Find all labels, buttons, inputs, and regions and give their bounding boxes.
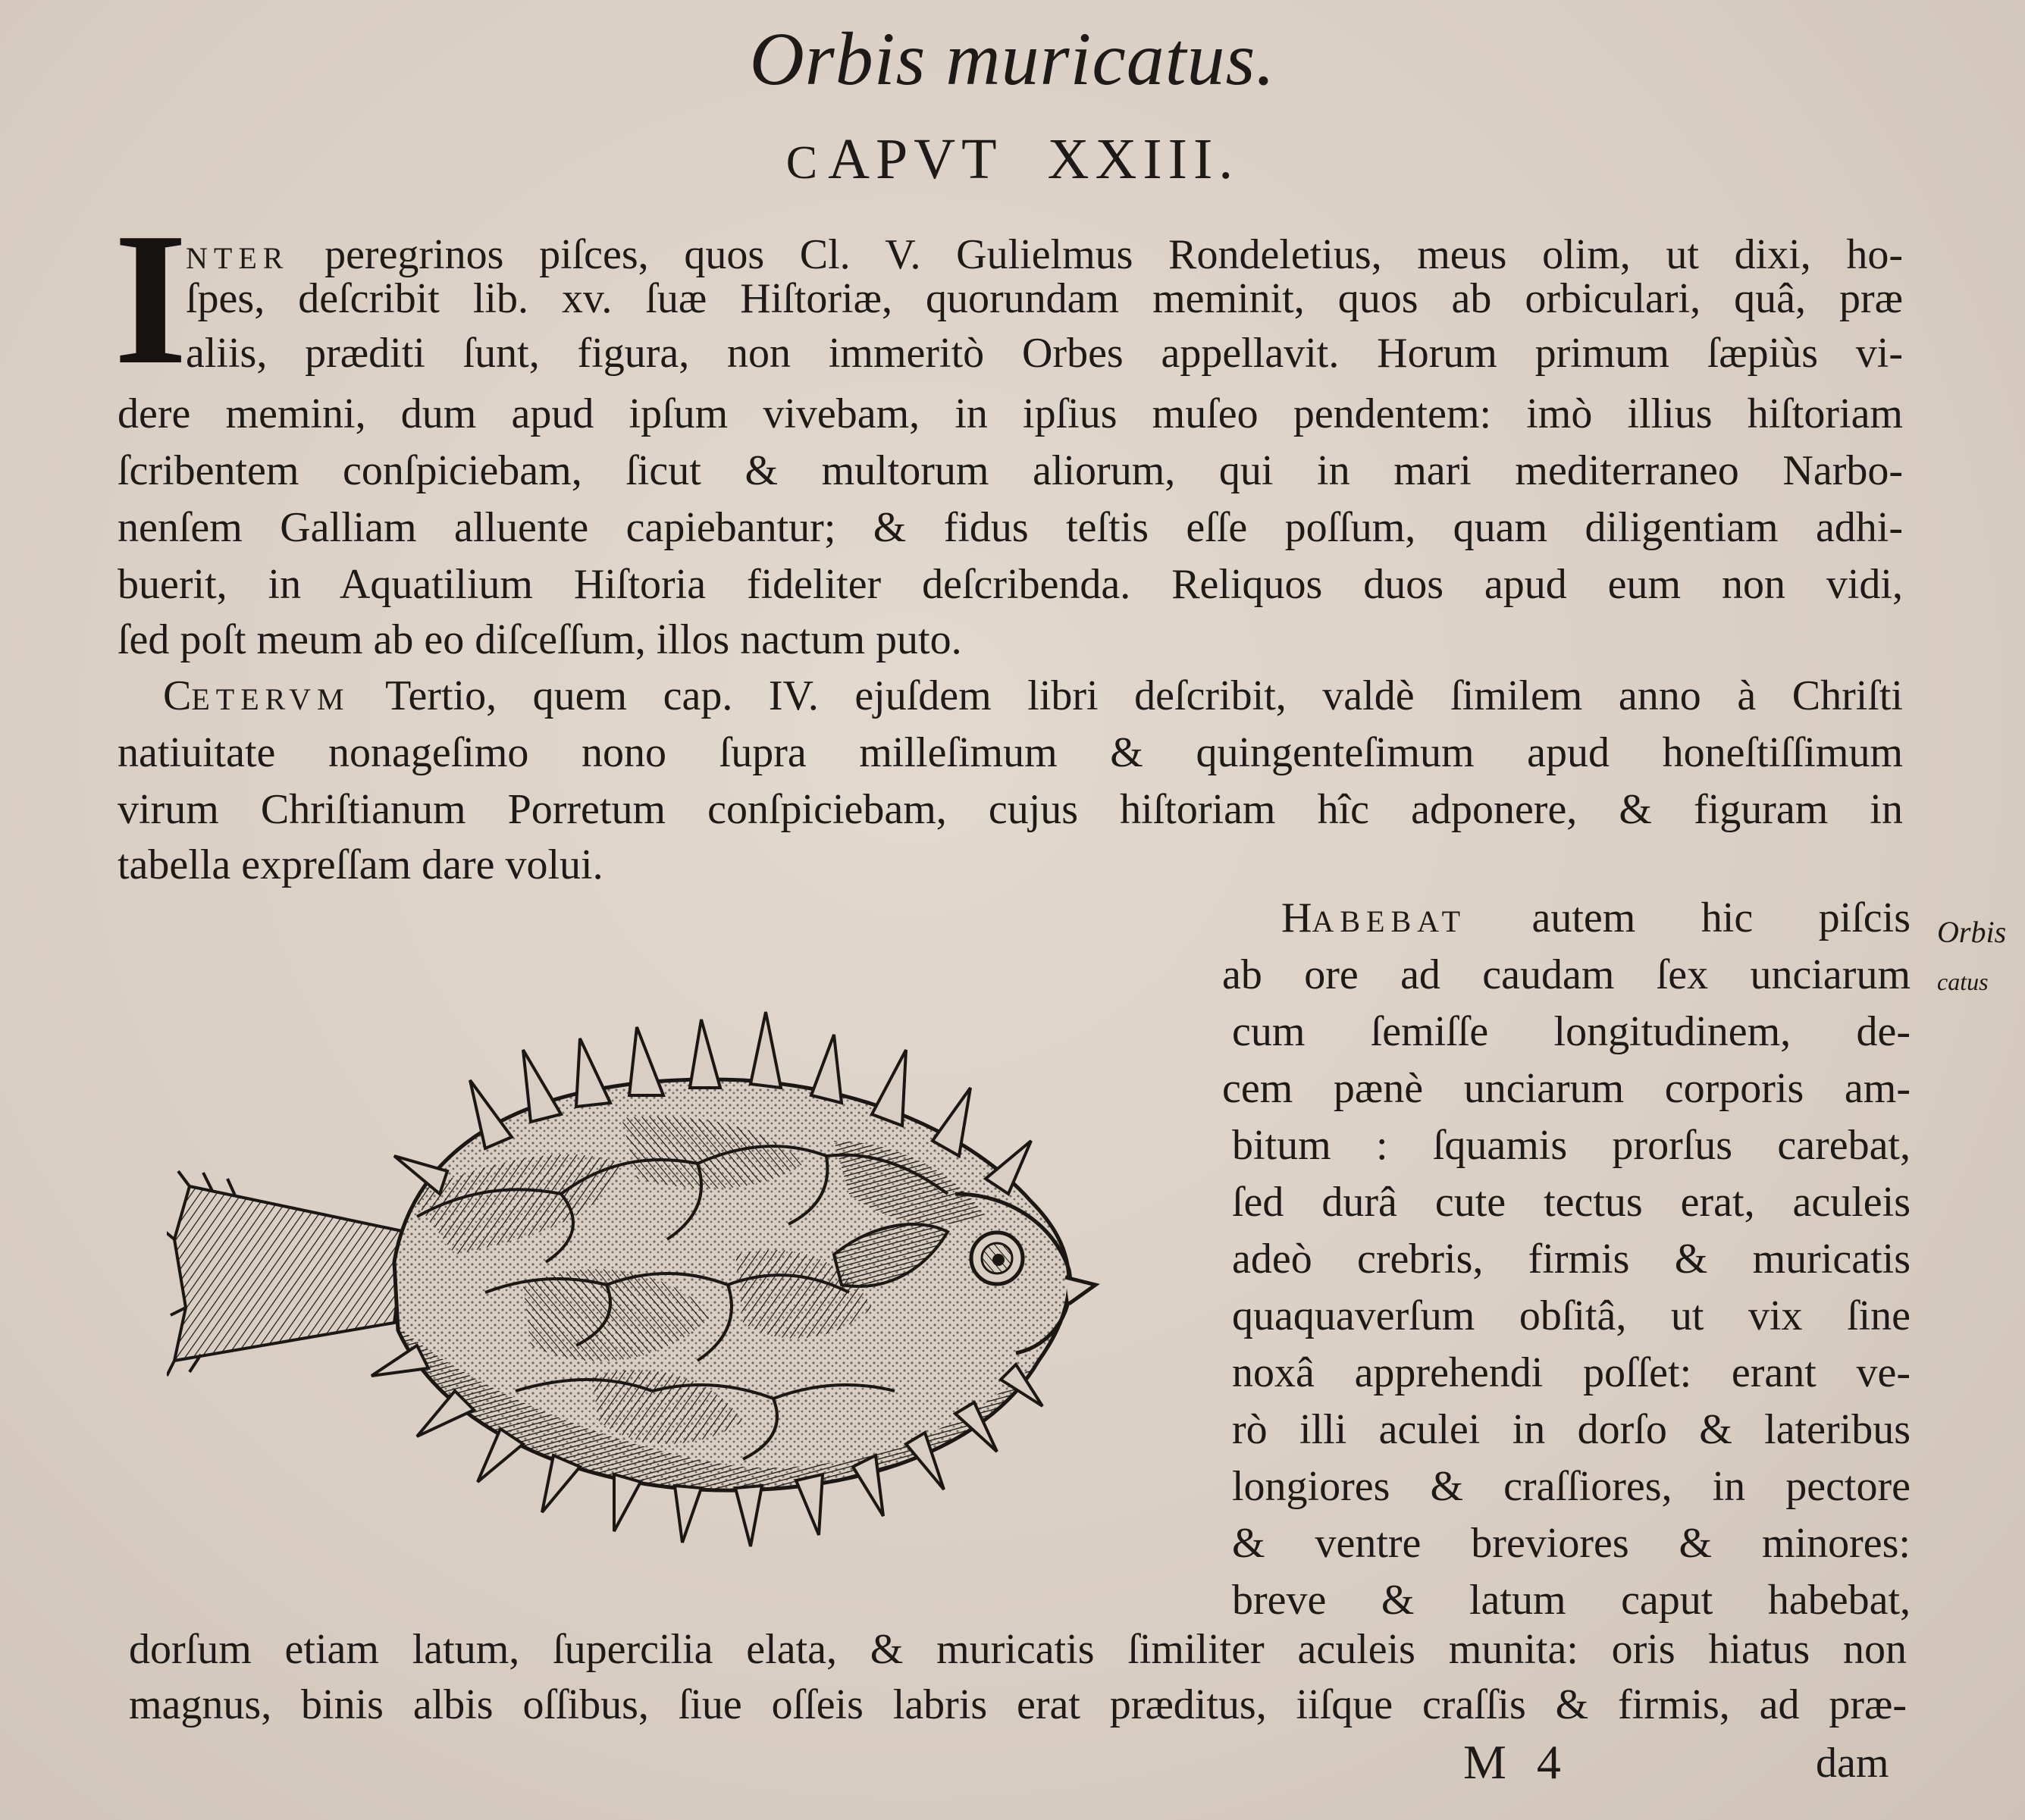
text-line: breve & latum caput habebat, xyxy=(1232,1577,1911,1624)
text-line: ſpes, deſcribit lib. xv. ſuæ Hiſtoriæ, quorundam meminit, quos ab orbiculari, quâ, præ xyxy=(186,275,1903,322)
small-caps-lead: ABEBAT xyxy=(1312,904,1467,938)
fish-mouth xyxy=(1065,1277,1096,1304)
fish-tail xyxy=(167,1171,406,1376)
text-line: ſed poſt meum ab eo diſceſſum, illos nactum puto. xyxy=(118,616,962,663)
signature-mark: M 4 xyxy=(1463,1735,1570,1789)
text-line: virum Chriſtianum Porretum conſpiciebam, cujus hiſtoriam hîc adponere, & figuram in xyxy=(118,786,1903,833)
text-line: buerit, in Aquatilium Hiſtoria fideliter deſcribenda. Reliquos duos apud eum non vidi, xyxy=(118,561,1903,608)
text-line: quaquaverſum obſitâ, ut vix ſine xyxy=(1232,1292,1911,1339)
marginal-note-line-2: catus xyxy=(1937,968,1989,995)
text-line: dorſum etiam latum, ſupercilia elata, & muricatis ſimiliter aculeis munita: oris hiatus non xyxy=(129,1626,1907,1673)
text-line: dere memini, dum apud ipſum vivebam, in ipſius muſeo pendentem: imò illius hiſtoriam xyxy=(118,390,1903,437)
chapter-numeral: XXIII. xyxy=(1047,127,1240,191)
text-line: cum ſemiſſe longitudinem, de- xyxy=(1232,1008,1911,1055)
chapter-lead: C xyxy=(785,137,829,189)
text-line: magnus, binis albis oſſibus, ſiue oſſeis labris erat præditus, iiſque craſſis & firmis, ad præ- xyxy=(129,1681,1907,1728)
chapter-small: APVT xyxy=(828,127,1003,191)
text-line: CETERVM Tertio, quem cap. IV. ejuſdem libri deſcribit, valdè ſimilem anno à Chriſti xyxy=(163,672,1903,719)
text-line: adeò crebris, firmis & muricatis xyxy=(1232,1236,1911,1283)
catchword: dam xyxy=(1816,1740,1889,1787)
marginal-note-line-1: Orbis xyxy=(1937,915,2007,949)
woodcut-fish-illustration xyxy=(167,966,1213,1573)
small-caps-lead: ETERVM xyxy=(191,682,350,716)
text-line: aliis, præditi ſunt, figura, non immeritò Orbes appellavit. Horum primum ſæpiùs vi- xyxy=(186,330,1903,377)
text-line: longiores & craſſiores, in pectore xyxy=(1232,1463,1911,1510)
text-line: ab ore ad caudam ſex unciarum xyxy=(1222,951,1911,998)
text-line: NTER peregrinos piſces, quos Cl. V. Gulielmus Rondeletius, meus olim, ut dixi, ho- xyxy=(186,231,1903,278)
small-caps-lead: NTER xyxy=(186,241,290,275)
drop-cap-initial: I xyxy=(114,194,188,404)
text-line: bitum : ſquamis prorſus carebat, xyxy=(1232,1122,1911,1169)
text-line: tabella expreſſam dare volui. xyxy=(118,841,603,888)
text-line: ſcribentem conſpiciebam, ſicut & multorum aliorum, qui in mari mediterraneo Narbo- xyxy=(118,447,1903,494)
text-line: nenſem Galliam alluente capiebantur; & fidus teſtis eſſe poſſum, quam diligentiam adhi- xyxy=(118,504,1903,551)
text-line: HABEBAT autem hic piſcis xyxy=(1281,894,1911,941)
text-line: & ventre breviores & minores: xyxy=(1232,1520,1911,1567)
text-line: cem pænè unciarum corporis am- xyxy=(1222,1065,1911,1112)
page-title: Orbis muricatus. xyxy=(749,17,1276,101)
chapter-heading xyxy=(0,125,2025,197)
text-line: natiuitate nonageſimo nono ſupra milleſimum & quingenteſimum apud honeſtiſſimum xyxy=(118,729,1903,776)
text-line: noxâ apprehendi poſſet: erant ve- xyxy=(1232,1349,1911,1396)
text-line: rò illi aculei in dorſo & lateribus xyxy=(1232,1406,1911,1453)
text-line: ſed durâ cute tectus erat, aculeis xyxy=(1232,1179,1911,1226)
